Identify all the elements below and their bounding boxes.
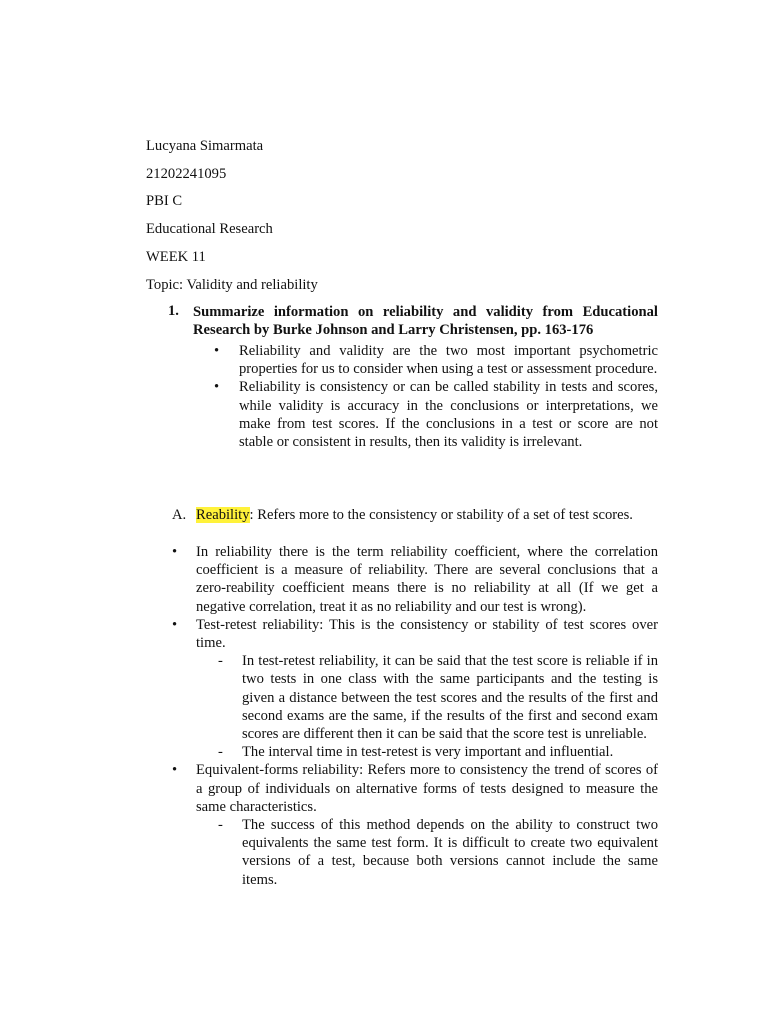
list-item-text: Test-retest reliability: This is the consistency or stability of test scores over time. bbox=[196, 616, 658, 652]
question-text: Summarize information on reliability and validity from Educational Research by Burke Johnson and Larry Christensen, pp. 163-176 bbox=[193, 304, 658, 339]
section-a-row bbox=[172, 506, 658, 524]
list-item bbox=[214, 342, 658, 378]
list-item-text: Reliability and validity are the two most important psychometric properties for us to consider when using a test or assessment procedure. bbox=[239, 343, 658, 378]
intro-bullet-list bbox=[214, 342, 658, 451]
class-name: PBI C bbox=[146, 193, 183, 209]
list-item bbox=[172, 616, 658, 652]
question-number: 1. bbox=[168, 303, 179, 319]
list-item bbox=[172, 543, 658, 616]
dash-icon: - bbox=[218, 744, 223, 761]
bullet-icon: • bbox=[172, 616, 178, 633]
sub-list bbox=[218, 816, 658, 889]
section-a bbox=[172, 506, 658, 524]
topic-line: Topic: Validity and reliability bbox=[146, 277, 318, 293]
bullet-icon: • bbox=[172, 544, 178, 560]
section-a-text: : Refers more to the consistency or stability of a set of test scores. bbox=[249, 507, 633, 523]
sub-list bbox=[218, 652, 658, 761]
main-bullet-list bbox=[172, 543, 658, 889]
sub-list-item bbox=[218, 652, 658, 743]
bullet-icon: • bbox=[214, 379, 220, 396]
list-item bbox=[214, 378, 658, 451]
course-name: Educational Research bbox=[146, 221, 273, 237]
highlighted-term: Reability bbox=[196, 507, 250, 523]
sub-list-item bbox=[218, 743, 658, 761]
dash-icon: - bbox=[218, 653, 223, 670]
list-item bbox=[172, 761, 658, 816]
author-name: Lucyana Simarmata bbox=[146, 138, 264, 154]
student-id: 21202241095 bbox=[146, 166, 227, 182]
list-item-text: Equivalent-forms reliability: Refers more to consistency the trend of scores of a group of individuals on alternative forms of tests designed to measure the same characteristics. bbox=[196, 762, 658, 815]
bullet-icon: • bbox=[214, 343, 220, 359]
bullet-icon: • bbox=[172, 762, 178, 779]
question-1 bbox=[168, 303, 658, 339]
sub-list-item bbox=[218, 816, 658, 889]
dash-icon: - bbox=[218, 817, 223, 834]
sub-list-item-text: The interval time in test-retest is very important and influential. bbox=[242, 744, 614, 761]
list-item-text: In reliability there is the term reliability coefficient, where the correlation coefficient is a measure of reliability. There are several conclusions that a zero-reability coefficient means there is no reliability at all (If we get a negative correlation, treat it as no reliability and our test is wrong). bbox=[196, 544, 658, 615]
section-a-label: A. bbox=[172, 507, 187, 523]
sub-list-item-text: In test-retest reliability, it can be said that the test score is reliable if in two tests in one class with the same participants and the testing is given a distance between the test scores and the results of the first and second exams are the same, if the results of the first and second exam scores are different then it can be said that the score test is unreliable. bbox=[242, 653, 658, 743]
sub-list-item-text: The success of this method depends on the ability to construct two equivalents the same test form. It is difficult to create two equivalent versions of a test, because both versions cannot include the same items. bbox=[242, 817, 658, 888]
week-label: WEEK 11 bbox=[146, 249, 206, 265]
list-item-text: Reliability is consistency or can be called stability in tests and scores, while validity is accuracy in the conclusions or interpretations, we make from test scores. If the conclusions in a test or score are not stable or consistent in results, then its validity is irrelevant. bbox=[239, 379, 658, 451]
